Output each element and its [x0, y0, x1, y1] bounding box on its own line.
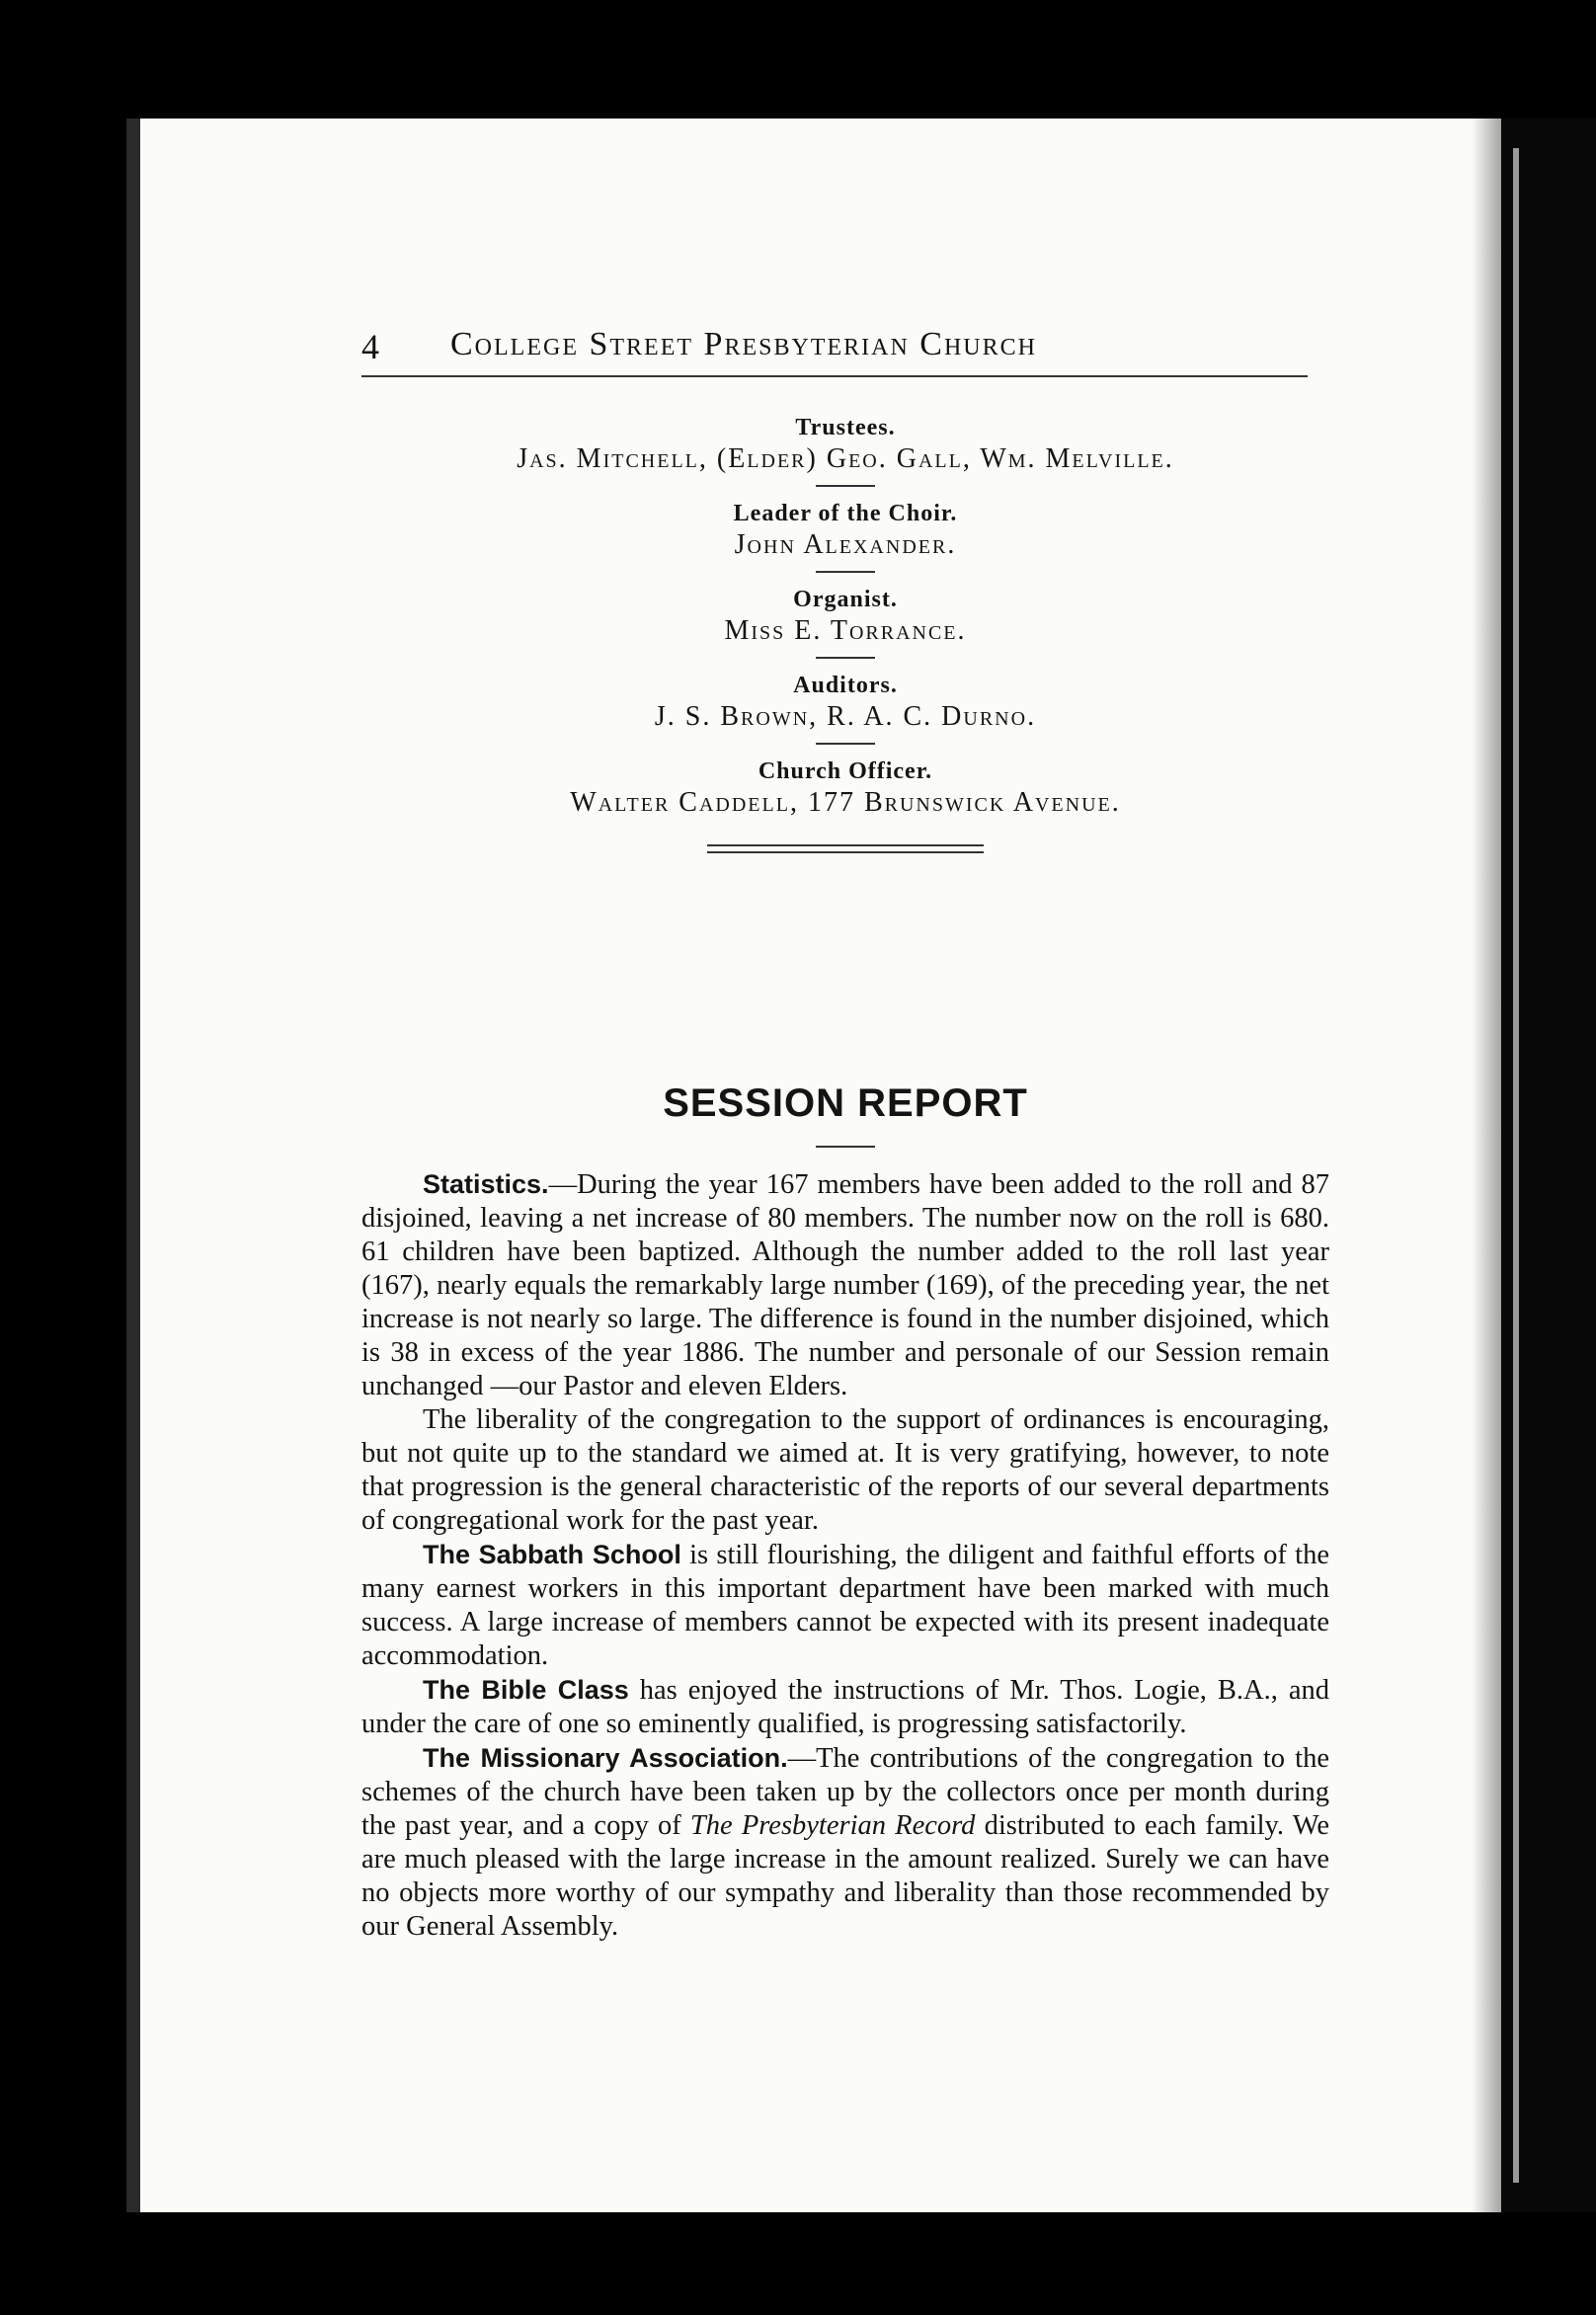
- page-number: 4: [361, 327, 379, 366]
- paragraph-missionary: [361, 1741, 1329, 1944]
- officer-names: Walter Caddell, 177 Brunswick Avenue.: [570, 787, 1121, 818]
- officers-list: [361, 415, 1329, 853]
- officer-names: Miss E. Torrance.: [724, 615, 967, 646]
- officer-role: Trustees.: [795, 415, 896, 440]
- officer-role: Church Officer.: [758, 758, 933, 784]
- officer-trustees: [361, 415, 1329, 475]
- officer-names: J. S. Brown, R. A. C. Durno.: [654, 701, 1037, 732]
- paragraph-text: distributed to each family. We are much pleased with the large increase in the amount realized. Surely we can have no objects more worthy of our sympathy and liberality than those recommended by our General Assembly.: [361, 1810, 1329, 1942]
- running-head-title: College Street Presbyterian Church: [450, 326, 1037, 362]
- paragraph-text: The liberality of the congregation to the support of ordinances is encouraging, but not quite up to the standard we aimed at. It is very gratifying, however, to note that progression is the general characteristic of the reports of our several departments of congregational work for the past year.: [361, 1404, 1329, 1536]
- separator-rule: [816, 485, 875, 487]
- paragraph-text: is still flourishing, the diligent and faithful efforts of the many earnest workers in this important department have been marked with much success. A large increase of members cannot be expected with its present inadequate accommodation.: [361, 1540, 1329, 1671]
- officer-organist: [361, 587, 1329, 647]
- paragraph-text: —During the year 167 members have been added to the roll and 87 disjoined, leaving a net increase of 80 members. The number now on the roll is 680. 61 children have been baptized. Although the number added to the roll last year (167), nearly equals the remarkably large number (169), of the preceding year, the net increase is not nearly so large. The difference is found in the number disjoined, which is 38 in excess of the year 1886. The number and personale of our Session remain unchanged —our Pastor and eleven Elders.: [361, 1169, 1329, 1401]
- opposite-page-edge: [1513, 148, 1519, 2183]
- officer-role: Organist.: [793, 587, 898, 612]
- paragraph-lead: The Sabbath School: [423, 1540, 681, 1569]
- paragraph-bible-class: [361, 1673, 1329, 1741]
- officer-church-officer: [361, 758, 1329, 819]
- officer-role: Leader of the Choir.: [733, 501, 958, 526]
- officer-auditors: [361, 673, 1329, 733]
- report-title: SESSION REPORT: [663, 1081, 1028, 1125]
- page-shadow: [1472, 119, 1501, 2212]
- section-divider: [707, 844, 984, 853]
- officer-role: Auditors.: [793, 673, 898, 698]
- title-rule: [816, 1146, 875, 1148]
- paragraph-text: has enjoyed the instructions of Mr. Thos. Logie, B.A., and under the care of one so eminently qualified, is progressing satisfactorily.: [361, 1675, 1329, 1739]
- document-page: [126, 119, 1501, 2212]
- paragraph-lead: The Missionary Association.: [423, 1743, 788, 1773]
- paragraph-lead: The Bible Class: [423, 1675, 629, 1705]
- paragraph-statistics: [361, 1167, 1329, 1403]
- paragraph-sabbath-school: [361, 1538, 1329, 1673]
- paragraph-liberality: [361, 1403, 1329, 1538]
- officer-choir-leader: [361, 501, 1329, 561]
- header-rule: [361, 375, 1308, 377]
- separator-rule: [816, 743, 875, 745]
- officer-names: Jas. Mitchell, (Elder) Geo. Gall, Wm. Melville.: [517, 443, 1174, 474]
- officer-names: John Alexander.: [734, 529, 957, 560]
- publication-title: The Presbyterian Record: [689, 1810, 976, 1841]
- report-body: [361, 1167, 1329, 1944]
- paragraph-lead: Statistics.: [423, 1169, 549, 1199]
- paragraph-text: —The contributions of the congregation to the schemes of the church have been taken up by the collectors once per month during the past year, and a copy of: [361, 1743, 1329, 1841]
- separator-rule: [816, 657, 875, 659]
- separator-rule: [816, 571, 875, 573]
